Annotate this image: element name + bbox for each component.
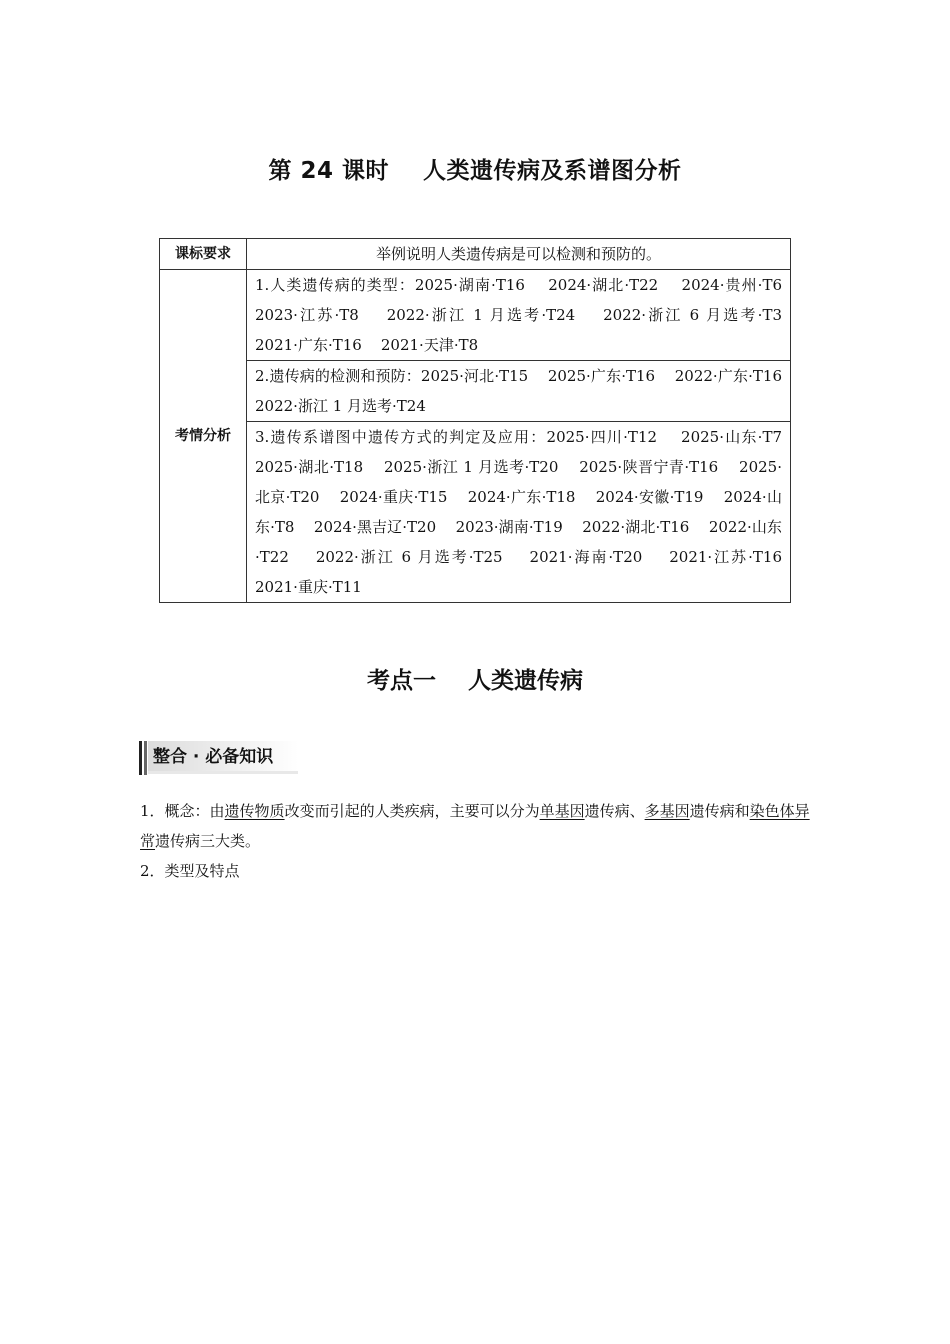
text-span: 遗传病、: [584, 802, 645, 820]
curriculum-requirement: 举例说明人类遗传病是可以检测和预防的。: [247, 239, 791, 270]
text-span: 遗传病和: [689, 802, 750, 820]
underlined-term: 多基因: [644, 802, 690, 820]
concept-paragraph: [140, 796, 812, 856]
text-span: 1．概念：由: [140, 802, 225, 820]
tag-bar: [144, 741, 147, 775]
text-span: 改变而引起的人类疾病，主要可以分为: [284, 802, 540, 820]
underlined-term: 单基因: [539, 802, 585, 820]
types-heading: 2．类型及特点: [140, 862, 240, 880]
section-title: 考点一 人类遗传病: [366, 668, 584, 694]
underlined-term: 遗传物质: [224, 802, 285, 820]
table-row: [160, 361, 791, 422]
knowledge-tag-label: 整合 · 必备知识: [153, 747, 274, 767]
underlined-term: 染色体异常: [140, 802, 810, 850]
table-row: [160, 239, 791, 270]
exam-analysis-item: 3.遗传系谱图中遗传方式的判定及应用：2025·四川·T12 2025·山东·T7 2025·湖北·T18 2025·浙江 1 月选考·T20 2025·陕晋宁青·T16 2025·北京·T20 2024·重庆·T15 2024·广东·T18 2024·安徽·T19 2024·山东·T8 2024·黑吉辽·T20 2023·湖南·T19 2022·湖北·T16 2022·山东·T22 2022·浙江 6 月选考·T25 2021·海南·T20 2021·江苏·T16 2021·重庆·T11: [247, 422, 791, 603]
table-header-curriculum: 课标要求: [160, 239, 247, 270]
table-header-exam-analysis: 考情分析: [160, 270, 247, 603]
exam-analysis-item: 1.人类遗传病的类型：2025·湖南·T16 2024·湖北·T22 2024·贵州·T6 2023·江苏·T8 2022·浙江 1 月选考·T24 2022·浙江 6 月选考·T3 2021·广东·T16 2021·天津·T8: [247, 270, 791, 361]
knowledge-tag: [139, 741, 299, 775]
table-row: [160, 422, 791, 603]
page-title: 第 24 课时 人类遗传病及系谱图分析: [268, 158, 682, 184]
requirements-table: [159, 238, 802, 603]
exam-analysis-item: 2.遗传病的检测和预防：2025·河北·T15 2025·广东·T16 2022·广东·T16 2022·浙江 1 月选考·T24: [247, 361, 791, 422]
tag-bar: [139, 741, 142, 775]
table-row: [160, 270, 791, 361]
text-span: 遗传病三大类。: [155, 832, 261, 850]
